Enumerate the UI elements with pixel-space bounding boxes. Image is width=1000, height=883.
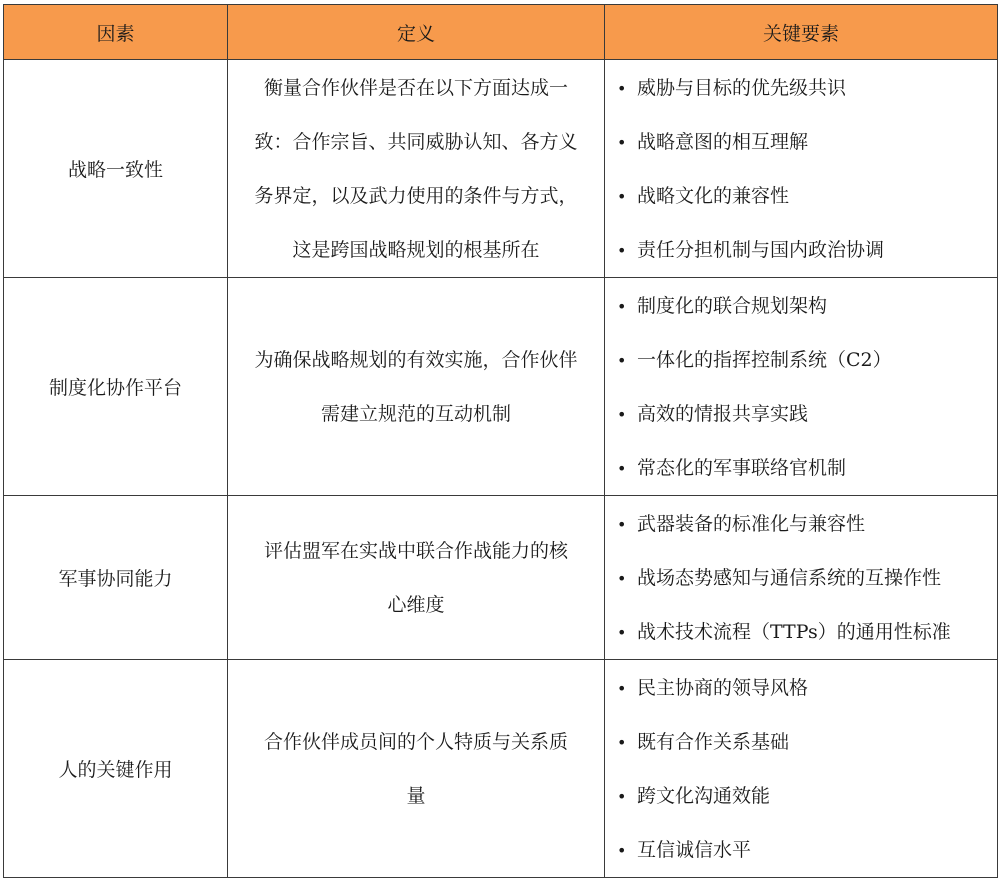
definition-cell	[228, 278, 605, 496]
definition-cell	[228, 60, 605, 278]
list-item: • 一体化的指挥控制系统（C2）	[617, 333, 989, 387]
definition-line: 心维度	[387, 593, 445, 616]
table-row	[4, 278, 998, 496]
list-item: • 战略文化的兼容性	[617, 169, 989, 223]
list-item: • 制度化的联合规划架构	[617, 279, 989, 333]
factor-cell: 人的关键作用	[4, 660, 228, 878]
definition-line: 评估盟军在实战中联合作战能力的核	[263, 539, 568, 562]
list-item: • 民主协商的领导风格	[617, 661, 989, 715]
definition-line: 衡量合作伙伴是否在以下方面达成一	[263, 76, 568, 99]
list-item: • 战场态势感知与通信系统的互操作性	[617, 551, 989, 605]
definition-cell	[228, 660, 605, 878]
list-item: • 战术技术流程（TTPs）的通用性标准	[617, 605, 989, 659]
header-factor: 因素	[4, 5, 228, 60]
definition-cell	[228, 496, 605, 660]
factor-table	[3, 4, 998, 878]
list-item: • 武器装备的标准化与兼容性	[617, 497, 989, 551]
definition-line: 致：合作宗旨、共同威胁认知、各方义	[254, 130, 578, 153]
list-item: • 威胁与目标的优先级共识	[617, 61, 989, 115]
definition-line: 合作伙伴成员间的个人特质与关系质	[263, 730, 568, 753]
list-item: • 跨文化沟通效能	[617, 769, 989, 823]
header-definition: 定义	[228, 5, 605, 60]
factor-cell: 制度化协作平台	[4, 278, 228, 496]
list-item: • 高效的情报共享实践	[617, 387, 989, 441]
list-item: • 战略意图的相互理解	[617, 115, 989, 169]
factor-table-container	[3, 4, 997, 878]
table-row	[4, 496, 998, 660]
elements-list	[605, 497, 997, 659]
list-item: • 责任分担机制与国内政治协调	[617, 223, 989, 277]
definition-line: 这是跨国战略规划的根基所在	[292, 238, 540, 261]
definition-line: 务界定，以及武力使用的条件与方式，	[254, 184, 578, 207]
definition-line: 需建立规范的互动机制	[320, 402, 511, 425]
elements-list	[605, 279, 997, 495]
elements-cell	[605, 278, 998, 496]
table-row	[4, 60, 998, 278]
factor-cell: 战略一致性	[4, 60, 228, 278]
elements-cell	[605, 660, 998, 878]
elements-list	[605, 61, 997, 277]
table-header-row	[4, 5, 998, 60]
list-item: • 互信诚信水平	[617, 823, 989, 877]
header-elements: 关键要素	[605, 5, 998, 60]
list-item: • 常态化的军事联络官机制	[617, 441, 989, 495]
elements-cell	[605, 496, 998, 660]
definition-line: 为确保战略规划的有效实施，合作伙伴	[254, 348, 578, 371]
factor-cell: 军事协同能力	[4, 496, 228, 660]
elements-cell	[605, 60, 998, 278]
table-row	[4, 660, 998, 878]
definition-line: 量	[406, 784, 426, 807]
list-item: • 既有合作关系基础	[617, 715, 989, 769]
elements-list	[605, 661, 997, 877]
